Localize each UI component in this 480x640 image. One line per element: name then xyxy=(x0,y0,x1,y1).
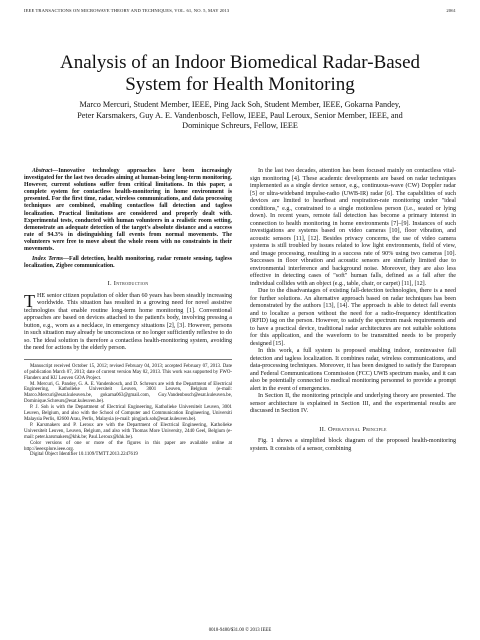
footnote: Manuscript received October 15, 2012; revised February 04, 2013; accepted February 07, 2013. Date of publication March 07, 2013; date of current version May 02, 2013. This work was supported by FWO-Flanders and KU Leuven GOA Project. xyxy=(24,363,232,381)
intro-paragraph-text: HE senior citizen population of older than 60 years has been steadily increasing worldwide. This situation has resulted in a growing need for novel assistive technologies that enable routine long-term home monitoring [1]. Conventional approaches are based on devices attached to the patient's body, involving pressing a button, e.g., worn as a necklace, in emergency situations [2], [3]. However, persons in such situation may already be unconscious or no longer sufficiently reflexive to do so. The ideal solution is therefore a contactless health-monitoring system, avoiding the need for actions by the elderly person. xyxy=(24,292,232,352)
footnotes xyxy=(24,359,232,459)
section-heading-operational-principle: II. Operational Principle xyxy=(319,425,387,433)
footnote: M. Mercuri, G. Pandey, G. A. E. Vandenbosch, and D. Schreurs are with the Department of Electrical Engineering, Katholieke Universiteit Leuven, 3001 Leuven, Belgium (e-mail: Marco.Mercuri@esat.kuleuven.be, gokarna063@gmail.com, Guy.Vandenbosch@esat.kuleuven.be, Dominique.Schreurs@esat.kuleuven.be). xyxy=(24,381,232,405)
dropcap-letter: T xyxy=(24,290,35,311)
footnote: P. Karsmakers and P. Leroux are with the Department of Electrical Engineering, Katholieke Universiteit Leuven, Leuven, Belgium, and also with Thomas More University, 2440 Geel, Belgium (e-mail: peter.karsmakers@khk.be; Paul.Leroux@khk.be). xyxy=(24,422,232,440)
author-line: Marco Mercuri, Student Member, IEEE, Ping Jack Soh, Student Member, IEEE, Gokarna Pandey, xyxy=(79,100,401,109)
footnote: Digital Object Identifier 10.1109/TMTT.2013.2247619 xyxy=(30,452,138,458)
abstract-label: Abstract— xyxy=(32,168,59,174)
body-paragraph: Fig. 1 shows a simplified block diagram of the proposed health-monitoring system. It consists of a sensor, combining xyxy=(250,438,456,452)
author-list xyxy=(40,100,440,132)
left-column xyxy=(24,168,232,458)
journal-header: IEEE TRANSACTIONS ON MICROWAVE THEORY AND TECHNIQUES, VOL. 61, NO. 5, MAY 2013 xyxy=(24,8,230,13)
running-header xyxy=(24,8,456,13)
section-heading-introduction: I. Introduction xyxy=(107,280,149,288)
page-number: 2061 xyxy=(446,8,456,13)
intro-paragraph xyxy=(24,290,232,353)
paper-title: Analysis of an Indoor Biomedical Radar-Based System for Health Monitoring xyxy=(60,52,420,95)
index-terms-text: Fall detection, health monitoring, radar remote sensing, tagless localization, Zigbee communication. xyxy=(24,256,232,270)
footnote: Color versions of one or more of the figures in this paper are available online at http://ieeexplore.ieee.org. xyxy=(24,440,232,452)
body-paragraph: In Section II, the monitoring principle and underlying theory are presented. The sensor architecture is explained in Section III, and the experimental results are discussed in Section IV. xyxy=(250,393,456,414)
right-column xyxy=(250,168,456,453)
index-terms-label: Index Terms— xyxy=(32,256,69,263)
footnote: P. J. Soh is with the Department of Electrical Engineering, Katholieke Universiteit Leuven, 3001 Leuven, Belgium, and also with the School of Computer and Communication Engineering, Universiti Malaysia Perlis, 02600 Arau, Perlis, Malaysia (e-mail: pingjack.soh@esat.kuleuven.be). xyxy=(24,405,232,422)
abstract-text: Innovative technology approaches have been increasingly investigated for the last two decades aiming at human-being long-term monitoring. However, current solutions suffer from critical limitations. In this paper, a complete system for contactless health-monitoring in home environment is presented. For the first time, radar, wireless communications, and data processing techniques are combined, enabling contactless fall detection and tagless localization. Practical limitations are considered and properly dealt with. Experimental tests, conducted with human volunteers in a realistic room setting, demonstrate an adequate detection of the target's absolute distance and a success rate of 94.3% in distinguishing fall events from normal movements. The volunteers were free to move about the whole room with no constraints in their movements. xyxy=(24,168,232,253)
abstract xyxy=(24,168,232,253)
body-paragraph: Due to the disadvantages of existing fall-detection technologies, there is a need for further solutions. An alternative approach based on radar techniques has been demonstrated by the authors [13], [14]. The approach is able to detect fall events and to localize a person without the need for a radio-frequency identification (RFID) tag on the person. However, to satisfy the spectrum mask requirements and to have a practical device, traditional radar architectures are not suitable solutions for this application, and the waveform to be transmitted needs to be properly designed [15]. xyxy=(250,288,456,347)
body-paragraph: In this work, a full system is proposed enabling indoor, noninvasive fall detection and tagless localization. It combines radar, wireless communications, and data-processing techniques. Moreover, it has been designed to satisfy the European and Federal Communications Commission (FCC) UWB spectrum masks, and it can also be potentially connected to medical monitoring personnel to provide a prompt alert in the event of emergencies. xyxy=(250,348,456,392)
body-paragraph: In the last two decades, attention has been focused mainly on contactless vital-sign monitoring [4]. These academic developments are based on radar techniques implemented as a single device sensor, e.g., continuous-wave (CW) Doppler radar [5] or ultra-wideband impulse-radio (UWB-IR) radar [6]. The capabilities of such devices are limited to heartbeat and respiration-rate monitoring under "ideal conditions," e.g., constrained to a single motionless person (i.e., seated or lying down). In recent years, remote fall detection has become a primary interest in connection to health monitoring in home environments [7]–[9]. Instances of such investigations are systems based on video cameras [10], floor vibration, and acoustic sensors [11], [12]. Besides privacy concerns, the use of video camera systems is still troubled by issues related to low light environments, field of view, and image processing, resulting in a success rate of 90% using two cameras [10]. Successes in floor vibration and acoustic sensors are similarly limited due to environmental interference and background noise. Moreover, they are also less effective in detecting cases of "soft" human falls, defined as a fall after the individual collides with an object (e.g., table, chair, or carpet) [11], [12]. xyxy=(250,168,456,287)
index-terms xyxy=(24,256,232,270)
copyright-footer: 0018-9480/$31.00 © 2013 IEEE xyxy=(208,628,272,633)
author-line: Dominique Schreurs, Fellow, IEEE xyxy=(182,121,298,130)
author-line: Peter Karsmakers, Guy A. E. Vandenbosch, Fellow, IEEE, Paul Leroux, Senior Member, IEEE, and xyxy=(77,110,403,120)
